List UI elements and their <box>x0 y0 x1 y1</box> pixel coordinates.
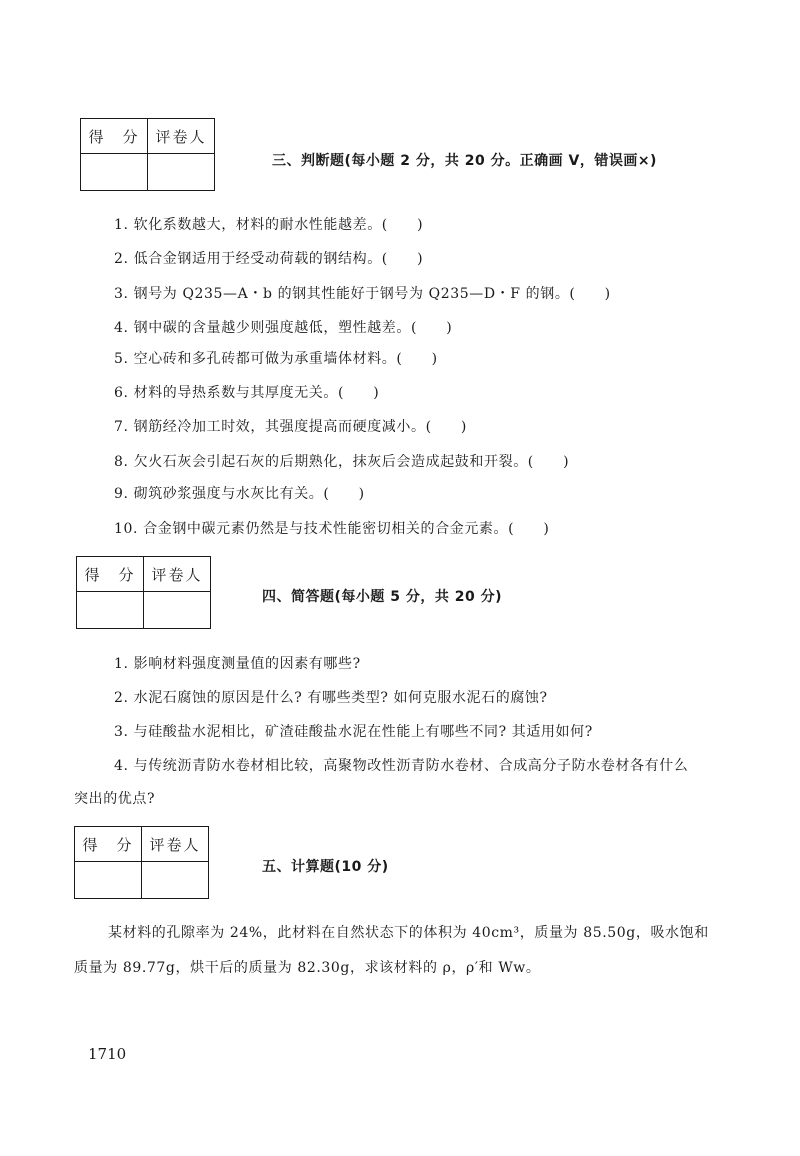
score-cell <box>81 154 148 191</box>
judge-item-1: 1. 软化系数越大，材料的耐水性能越差。( ) <box>114 217 424 233</box>
short-answer-4-continued: 突出的优点? <box>74 791 156 807</box>
score-cell <box>75 862 142 899</box>
calc-line-2: 质量为 89.77g，烘干后的质量为 82.30g，求该材料的 ρ，ρ′和 Ww。 <box>74 960 541 976</box>
section5-title: 五、计算题(10 分) <box>262 859 389 875</box>
judge-item-10: 10. 合金钢中碳元素仍然是与技术性能密切相关的合金元素。( ) <box>114 521 550 537</box>
judge-item-5: 5. 空心砖和多孔砖都可做为承重墙体材料。( ) <box>114 351 438 367</box>
grader-label: 评卷人 <box>144 557 211 592</box>
short-answer-2: 2. 水泥石腐蚀的原因是什么? 有哪些类型? 如何克服水泥石的腐蚀? <box>114 690 548 706</box>
judge-item-7: 7. 钢筋经冷加工时效，其强度提高而硬度减小。( ) <box>114 419 467 435</box>
grader-cell <box>142 862 209 899</box>
judge-item-3: 3. 钢号为 Q235—A・b 的钢其性能好于钢号为 Q235—D・F 的钢。( ) <box>114 286 611 302</box>
score-label: 得 分 <box>77 557 144 592</box>
grader-label: 评卷人 <box>142 827 209 862</box>
grader-cell <box>144 592 211 629</box>
score-label: 得 分 <box>81 119 148 154</box>
calc-line-1: 某材料的孔隙率为 24%，此材料在自然状态下的体积为 40cm³，质量为 85.50g，吸水饱和 <box>108 925 709 941</box>
score-table-section3 <box>80 118 215 191</box>
short-answer-4: 4. 与传统沥青防水卷材相比较，高聚物改性沥青防水卷材、合成高分子防水卷材各有什么 <box>114 758 689 774</box>
short-answer-3: 3. 与硅酸盐水泥相比，矿渣硅酸盐水泥在性能上有哪些不同? 其适用如何? <box>114 724 593 740</box>
grader-cell <box>148 154 215 191</box>
judge-item-8: 8. 欠火石灰会引起石灰的后期熟化，抹灰后会造成起鼓和开裂。( ) <box>114 454 570 470</box>
grader-label: 评卷人 <box>148 119 215 154</box>
section3-title: 三、判断题(每小题 2 分，共 20 分。正确画 V，错误画×) <box>272 153 657 169</box>
short-answer-1: 1. 影响材料强度测量值的因素有哪些? <box>114 656 361 672</box>
section4-title: 四、简答题(每小题 5 分，共 20 分) <box>262 589 503 605</box>
judge-item-9: 9. 砌筑砂浆强度与水灰比有关。( ) <box>114 486 365 502</box>
score-label: 得 分 <box>75 827 142 862</box>
score-cell <box>77 592 144 629</box>
judge-item-4: 4. 钢中碳的含量越少则强度越低，塑性越差。( ) <box>114 320 453 336</box>
page-number: 1710 <box>88 1045 127 1063</box>
judge-item-2: 2. 低合金钢适用于经受动荷载的钢结构。( ) <box>114 251 424 267</box>
judge-item-6: 6. 材料的导热系数与其厚度无关。( ) <box>114 385 380 401</box>
score-table-section4 <box>76 556 211 629</box>
score-table-section5 <box>74 826 209 899</box>
